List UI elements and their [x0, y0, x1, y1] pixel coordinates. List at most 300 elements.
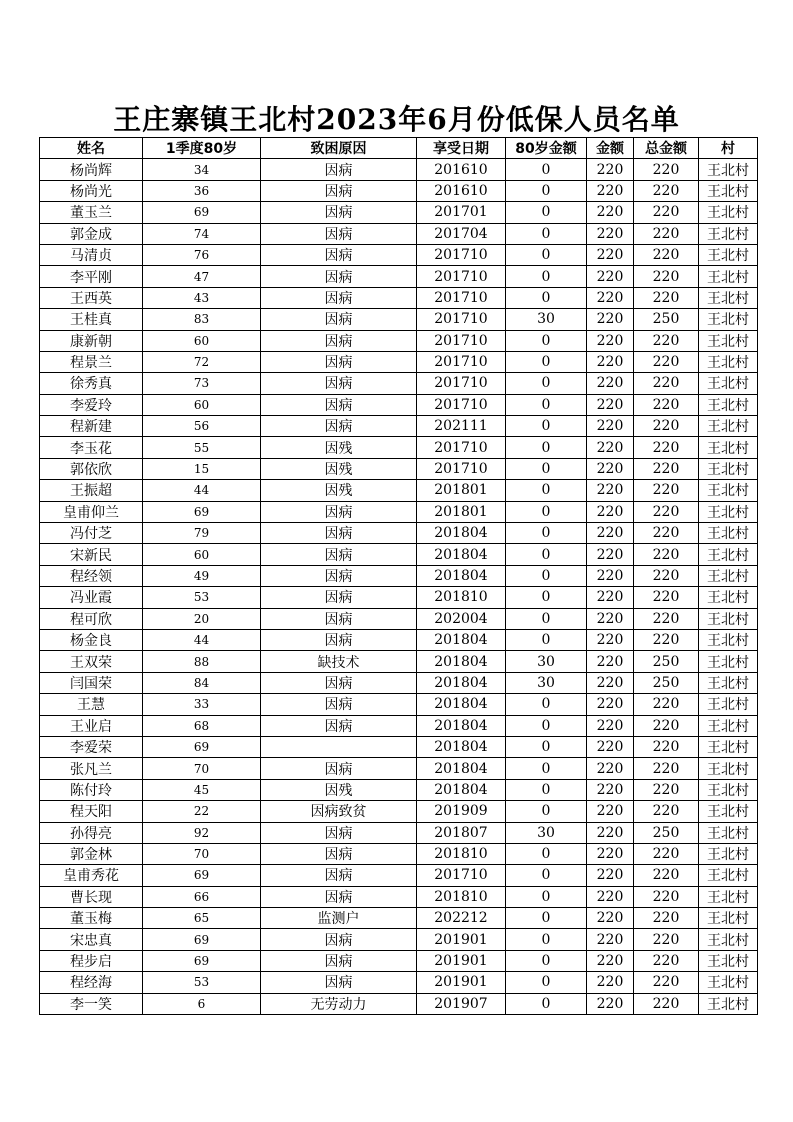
- village-cell: 王北村: [699, 608, 758, 629]
- amount-cell: 220: [587, 480, 634, 501]
- amount-cell: 220: [587, 672, 634, 693]
- table-row: [40, 694, 758, 715]
- amount-cell: 220: [587, 801, 634, 822]
- table-row: [40, 972, 758, 993]
- name-cell: 李一笑: [40, 993, 143, 1014]
- age-cell: 55: [143, 437, 261, 458]
- total-cell: 220: [634, 950, 699, 971]
- age-cell: 43: [143, 287, 261, 308]
- name-cell: 张凡兰: [40, 758, 143, 779]
- amount-cell: 220: [587, 736, 634, 757]
- table-row: [40, 437, 758, 458]
- name-cell: 冯业霞: [40, 587, 143, 608]
- start-date-cell: 201804: [417, 565, 506, 586]
- name-cell: 李爱荣: [40, 736, 143, 757]
- elder-amount-cell: 0: [506, 244, 587, 265]
- table-row: [40, 822, 758, 843]
- name-cell: 王西英: [40, 287, 143, 308]
- amount-cell: 220: [587, 865, 634, 886]
- reason-cell: 因病: [261, 244, 417, 265]
- total-cell: 250: [634, 822, 699, 843]
- elder-amount-cell: 0: [506, 886, 587, 907]
- age-cell: 69: [143, 950, 261, 971]
- total-cell: 220: [634, 929, 699, 950]
- reason-cell: 因病: [261, 202, 417, 223]
- elder-amount-cell: 0: [506, 287, 587, 308]
- total-cell: 220: [634, 865, 699, 886]
- elder-amount-cell: 0: [506, 330, 587, 351]
- name-cell: 李平刚: [40, 266, 143, 287]
- elder-amount-cell: 30: [506, 672, 587, 693]
- total-cell: 220: [634, 416, 699, 437]
- table-row: [40, 929, 758, 950]
- start-date-cell: 201810: [417, 843, 506, 864]
- amount-cell: 220: [587, 223, 634, 244]
- name-cell: 皇甫仰兰: [40, 501, 143, 522]
- reason-cell: 因病: [261, 886, 417, 907]
- age-cell: 73: [143, 373, 261, 394]
- start-date-cell: 201804: [417, 758, 506, 779]
- name-cell: 李玉花: [40, 437, 143, 458]
- age-cell: 69: [143, 929, 261, 950]
- village-cell: 王北村: [699, 929, 758, 950]
- total-cell: 220: [634, 223, 699, 244]
- reason-cell: 缺技术: [261, 651, 417, 672]
- table-row: [40, 480, 758, 501]
- amount-cell: 220: [587, 523, 634, 544]
- age-cell: 84: [143, 672, 261, 693]
- elder-amount-cell: 0: [506, 736, 587, 757]
- amount-cell: 220: [587, 373, 634, 394]
- age-cell: 66: [143, 886, 261, 907]
- name-cell: 李爱玲: [40, 394, 143, 415]
- name-cell: 闫国荣: [40, 672, 143, 693]
- start-date-cell: 201907: [417, 993, 506, 1014]
- total-cell: 220: [634, 972, 699, 993]
- header-amount: 金额: [587, 138, 634, 159]
- amount-cell: 220: [587, 843, 634, 864]
- reason-cell: 因病: [261, 287, 417, 308]
- reason-cell: 因病: [261, 608, 417, 629]
- table-row: [40, 886, 758, 907]
- total-cell: 220: [634, 736, 699, 757]
- village-cell: 王北村: [699, 544, 758, 565]
- start-date-cell: 201710: [417, 394, 506, 415]
- start-date-cell: 201704: [417, 223, 506, 244]
- total-cell: 220: [634, 373, 699, 394]
- table-header-row: [40, 138, 758, 159]
- reason-cell: 因病: [261, 629, 417, 650]
- reason-cell: 因病: [261, 843, 417, 864]
- total-cell: 220: [634, 480, 699, 501]
- total-cell: 220: [634, 458, 699, 479]
- name-cell: 宋新民: [40, 544, 143, 565]
- age-cell: 34: [143, 159, 261, 180]
- amount-cell: 220: [587, 972, 634, 993]
- table-row: [40, 458, 758, 479]
- start-date-cell: 201710: [417, 437, 506, 458]
- table-row: [40, 779, 758, 800]
- age-cell: 6: [143, 993, 261, 1014]
- reason-cell: 因病: [261, 972, 417, 993]
- start-date-cell: 201701: [417, 202, 506, 223]
- amount-cell: 220: [587, 180, 634, 201]
- name-cell: 程经领: [40, 565, 143, 586]
- table-row: [40, 715, 758, 736]
- elder-amount-cell: 30: [506, 309, 587, 330]
- total-cell: 220: [634, 266, 699, 287]
- reason-cell: 因残: [261, 779, 417, 800]
- elder-amount-cell: 0: [506, 523, 587, 544]
- reason-cell: 因病: [261, 758, 417, 779]
- name-cell: 程经海: [40, 972, 143, 993]
- start-date-cell: 201804: [417, 523, 506, 544]
- start-date-cell: 201610: [417, 159, 506, 180]
- village-cell: 王北村: [699, 758, 758, 779]
- amount-cell: 220: [587, 822, 634, 843]
- reason-cell: 因病: [261, 715, 417, 736]
- elder-amount-cell: 0: [506, 202, 587, 223]
- total-cell: 220: [634, 244, 699, 265]
- table-row: [40, 629, 758, 650]
- village-cell: 王北村: [699, 908, 758, 929]
- elder-amount-cell: 0: [506, 929, 587, 950]
- total-cell: 220: [634, 993, 699, 1014]
- table-row: [40, 758, 758, 779]
- total-cell: 220: [634, 801, 699, 822]
- reason-cell: 因病: [261, 373, 417, 394]
- age-cell: 53: [143, 972, 261, 993]
- age-cell: 92: [143, 822, 261, 843]
- age-cell: 60: [143, 394, 261, 415]
- elder-amount-cell: 0: [506, 501, 587, 522]
- age-cell: 47: [143, 266, 261, 287]
- name-cell: 王双荣: [40, 651, 143, 672]
- age-cell: 36: [143, 180, 261, 201]
- table-row: [40, 736, 758, 757]
- table-row: [40, 373, 758, 394]
- reason-cell: 因病: [261, 501, 417, 522]
- total-cell: 220: [634, 544, 699, 565]
- age-cell: 60: [143, 330, 261, 351]
- total-cell: 250: [634, 309, 699, 330]
- table-row: [40, 565, 758, 586]
- total-cell: 220: [634, 758, 699, 779]
- village-cell: 王北村: [699, 416, 758, 437]
- total-cell: 220: [634, 287, 699, 308]
- header-total: 总金额: [634, 138, 699, 159]
- amount-cell: 220: [587, 694, 634, 715]
- amount-cell: 220: [587, 758, 634, 779]
- reason-cell: 因病: [261, 544, 417, 565]
- total-cell: 220: [634, 843, 699, 864]
- elder-amount-cell: 0: [506, 779, 587, 800]
- village-cell: 王北村: [699, 651, 758, 672]
- header-village: 村: [699, 138, 758, 159]
- amount-cell: 220: [587, 437, 634, 458]
- start-date-cell: 201804: [417, 629, 506, 650]
- total-cell: 250: [634, 651, 699, 672]
- reason-cell: 因病: [261, 416, 417, 437]
- village-cell: 王北村: [699, 330, 758, 351]
- elder-amount-cell: 30: [506, 822, 587, 843]
- amount-cell: 220: [587, 501, 634, 522]
- name-cell: 郭依欣: [40, 458, 143, 479]
- elder-amount-cell: 0: [506, 758, 587, 779]
- name-cell: 王业启: [40, 715, 143, 736]
- age-cell: 20: [143, 608, 261, 629]
- beneficiary-table: [39, 137, 758, 1015]
- elder-amount-cell: 0: [506, 908, 587, 929]
- village-cell: 王北村: [699, 672, 758, 693]
- amount-cell: 220: [587, 629, 634, 650]
- amount-cell: 220: [587, 351, 634, 372]
- amount-cell: 220: [587, 929, 634, 950]
- elder-amount-cell: 0: [506, 266, 587, 287]
- name-cell: 杨金良: [40, 629, 143, 650]
- elder-amount-cell: 0: [506, 972, 587, 993]
- total-cell: 250: [634, 672, 699, 693]
- start-date-cell: 201804: [417, 651, 506, 672]
- start-date-cell: 201710: [417, 373, 506, 394]
- reason-cell: 因病: [261, 266, 417, 287]
- name-cell: 孙得亮: [40, 822, 143, 843]
- reason-cell: 因病: [261, 950, 417, 971]
- elder-amount-cell: 0: [506, 180, 587, 201]
- total-cell: 220: [634, 180, 699, 201]
- age-cell: 88: [143, 651, 261, 672]
- age-cell: 33: [143, 694, 261, 715]
- village-cell: 王北村: [699, 822, 758, 843]
- amount-cell: 220: [587, 908, 634, 929]
- start-date-cell: 201710: [417, 865, 506, 886]
- age-cell: 60: [143, 544, 261, 565]
- age-cell: 15: [143, 458, 261, 479]
- start-date-cell: 201710: [417, 330, 506, 351]
- reason-cell: 因病: [261, 523, 417, 544]
- age-cell: 45: [143, 779, 261, 800]
- elder-amount-cell: 0: [506, 715, 587, 736]
- village-cell: 王北村: [699, 523, 758, 544]
- reason-cell: 因病: [261, 565, 417, 586]
- table-row: [40, 159, 758, 180]
- age-cell: 79: [143, 523, 261, 544]
- table-row: [40, 865, 758, 886]
- total-cell: 220: [634, 523, 699, 544]
- table-row: [40, 287, 758, 308]
- amount-cell: 220: [587, 587, 634, 608]
- amount-cell: 220: [587, 266, 634, 287]
- reason-cell: 因病: [261, 223, 417, 244]
- amount-cell: 220: [587, 950, 634, 971]
- total-cell: 220: [634, 908, 699, 929]
- name-cell: 程新建: [40, 416, 143, 437]
- name-cell: 王桂真: [40, 309, 143, 330]
- table-row: [40, 801, 758, 822]
- elder-amount-cell: 30: [506, 651, 587, 672]
- reason-cell: 因病: [261, 694, 417, 715]
- total-cell: 220: [634, 629, 699, 650]
- amount-cell: 220: [587, 309, 634, 330]
- amount-cell: 220: [587, 330, 634, 351]
- amount-cell: 220: [587, 608, 634, 629]
- village-cell: 王北村: [699, 159, 758, 180]
- reason-cell: 因残: [261, 480, 417, 501]
- header-name: 姓名: [40, 138, 143, 159]
- reason-cell: 因病: [261, 394, 417, 415]
- start-date-cell: 201804: [417, 779, 506, 800]
- header-q1-age: 1季度80岁: [143, 138, 261, 159]
- name-cell: 冯付芝: [40, 523, 143, 544]
- amount-cell: 220: [587, 416, 634, 437]
- age-cell: 44: [143, 480, 261, 501]
- elder-amount-cell: 0: [506, 865, 587, 886]
- age-cell: 70: [143, 843, 261, 864]
- village-cell: 王北村: [699, 587, 758, 608]
- start-date-cell: 201909: [417, 801, 506, 822]
- age-cell: 76: [143, 244, 261, 265]
- elder-amount-cell: 0: [506, 437, 587, 458]
- age-cell: 69: [143, 501, 261, 522]
- total-cell: 220: [634, 330, 699, 351]
- table-row: [40, 608, 758, 629]
- start-date-cell: 201810: [417, 587, 506, 608]
- reason-cell: 因病: [261, 822, 417, 843]
- reason-cell: 因残: [261, 458, 417, 479]
- start-date-cell: 201710: [417, 287, 506, 308]
- reason-cell: 因病: [261, 330, 417, 351]
- amount-cell: 220: [587, 202, 634, 223]
- age-cell: 69: [143, 202, 261, 223]
- name-cell: 宋忠真: [40, 929, 143, 950]
- table-row: [40, 309, 758, 330]
- age-cell: 22: [143, 801, 261, 822]
- elder-amount-cell: 0: [506, 587, 587, 608]
- village-cell: 王北村: [699, 501, 758, 522]
- elder-amount-cell: 0: [506, 373, 587, 394]
- name-cell: 皇甫秀花: [40, 865, 143, 886]
- start-date-cell: 201901: [417, 950, 506, 971]
- amount-cell: 220: [587, 565, 634, 586]
- village-cell: 王北村: [699, 223, 758, 244]
- table-row: [40, 416, 758, 437]
- amount-cell: 220: [587, 458, 634, 479]
- start-date-cell: 201610: [417, 180, 506, 201]
- start-date-cell: 201901: [417, 972, 506, 993]
- table-row: [40, 523, 758, 544]
- start-date-cell: 201710: [417, 309, 506, 330]
- village-cell: 王北村: [699, 565, 758, 586]
- village-cell: 王北村: [699, 736, 758, 757]
- start-date-cell: 201801: [417, 480, 506, 501]
- name-cell: 董玉梅: [40, 908, 143, 929]
- total-cell: 220: [634, 159, 699, 180]
- start-date-cell: 202111: [417, 416, 506, 437]
- table-row: [40, 501, 758, 522]
- total-cell: 220: [634, 394, 699, 415]
- start-date-cell: 201801: [417, 501, 506, 522]
- total-cell: 220: [634, 715, 699, 736]
- name-cell: 王慧: [40, 694, 143, 715]
- age-cell: 74: [143, 223, 261, 244]
- name-cell: 徐秀真: [40, 373, 143, 394]
- start-date-cell: 201810: [417, 886, 506, 907]
- village-cell: 王北村: [699, 715, 758, 736]
- amount-cell: 220: [587, 159, 634, 180]
- reason-cell: 因病: [261, 587, 417, 608]
- reason-cell: 因病: [261, 309, 417, 330]
- amount-cell: 220: [587, 244, 634, 265]
- total-cell: 220: [634, 202, 699, 223]
- age-cell: 69: [143, 865, 261, 886]
- table-row: [40, 330, 758, 351]
- table-row: [40, 672, 758, 693]
- elder-amount-cell: 0: [506, 843, 587, 864]
- amount-cell: 220: [587, 287, 634, 308]
- elder-amount-cell: 0: [506, 694, 587, 715]
- table-row: [40, 908, 758, 929]
- start-date-cell: 201710: [417, 266, 506, 287]
- village-cell: 王北村: [699, 351, 758, 372]
- reason-cell: 因病: [261, 929, 417, 950]
- name-cell: 王振超: [40, 480, 143, 501]
- elder-amount-cell: 0: [506, 629, 587, 650]
- header-start-date: 享受日期: [417, 138, 506, 159]
- table-row: [40, 266, 758, 287]
- total-cell: 220: [634, 587, 699, 608]
- reason-cell: 因病: [261, 865, 417, 886]
- elder-amount-cell: 0: [506, 993, 587, 1014]
- name-cell: 程步启: [40, 950, 143, 971]
- village-cell: 王北村: [699, 394, 758, 415]
- village-cell: 王北村: [699, 309, 758, 330]
- start-date-cell: 201710: [417, 244, 506, 265]
- village-cell: 王北村: [699, 886, 758, 907]
- elder-amount-cell: 0: [506, 351, 587, 372]
- name-cell: 郭金成: [40, 223, 143, 244]
- table-row: [40, 394, 758, 415]
- village-cell: 王北村: [699, 244, 758, 265]
- name-cell: 郭金林: [40, 843, 143, 864]
- total-cell: 220: [634, 886, 699, 907]
- table-row: [40, 950, 758, 971]
- amount-cell: 220: [587, 886, 634, 907]
- amount-cell: 220: [587, 394, 634, 415]
- table-row: [40, 202, 758, 223]
- start-date-cell: 201901: [417, 929, 506, 950]
- start-date-cell: 201710: [417, 458, 506, 479]
- village-cell: 王北村: [699, 202, 758, 223]
- total-cell: 220: [634, 351, 699, 372]
- elder-amount-cell: 0: [506, 159, 587, 180]
- header-reason: 致困原因: [261, 138, 417, 159]
- elder-amount-cell: 0: [506, 416, 587, 437]
- village-cell: 王北村: [699, 458, 758, 479]
- village-cell: 王北村: [699, 843, 758, 864]
- elder-amount-cell: 0: [506, 565, 587, 586]
- start-date-cell: 201804: [417, 694, 506, 715]
- amount-cell: 220: [587, 651, 634, 672]
- table-row: [40, 587, 758, 608]
- name-cell: 康新朝: [40, 330, 143, 351]
- total-cell: 220: [634, 501, 699, 522]
- start-date-cell: 201804: [417, 544, 506, 565]
- reason-cell: 监测户: [261, 908, 417, 929]
- village-cell: 王北村: [699, 629, 758, 650]
- age-cell: 44: [143, 629, 261, 650]
- reason-cell: 因残: [261, 437, 417, 458]
- reason-cell: 因病: [261, 159, 417, 180]
